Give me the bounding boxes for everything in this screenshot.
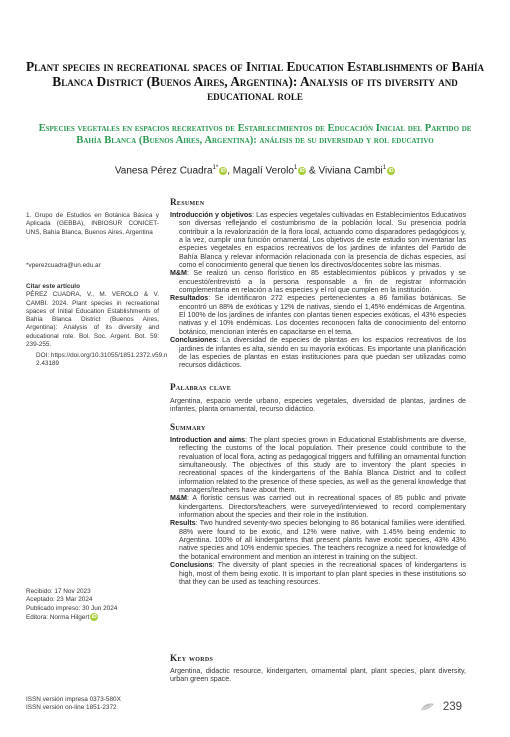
- section-text: : Se realizó un censo florístico en 85 establecimientos públicos y privados y se encuestó/entrevistó a la persona responsable a fin de registrar información complementaria en relación a las especies y el rol que cumplen en la institución.: [179, 269, 466, 295]
- issn-block: [26, 696, 159, 713]
- section-text: : La diversidad de especies de plantas en los espacios recreativos de los jardines de infantes es alta, siendo en su mayoría exóticas. Es importante una planificación de las especies de plantas en estas instituciones para que puedan ser utilizadas como recursos didácticos.: [179, 336, 466, 370]
- summary-heading: Summary: [170, 422, 206, 432]
- resumen-conclusions: [170, 336, 466, 369]
- author-name: Vanesa Pérez Cuadra: [114, 165, 213, 177]
- keywords-en: Argentina, didactic resource, kindergarten, ornamental plant, plant species, plant diversity, urban green space.: [170, 667, 466, 684]
- editor-name: Editora: Norma Hilgert: [26, 613, 90, 621]
- section-label: Introduction and aims: [170, 436, 246, 444]
- author-separator: &: [306, 165, 319, 177]
- author-list: [20, 165, 490, 176]
- resumen-intro: [170, 211, 466, 269]
- issn-online: ISSN versión on-line 1851-2372: [26, 704, 117, 712]
- palabras-clave-heading: Palabras clave: [170, 382, 232, 392]
- orcid-icon[interactable]: iD: [388, 168, 394, 175]
- citation-heading: Citar este artículo: [26, 283, 80, 290]
- citation-text: PÉREZ CUADRA, V., M. VEROLO & V. CAMBI. 2024. Plant species in recreational spaces of Initial Education Establishments of Bahía Blanca District (Buenos Aires, Argentina): Analysis of its diversity and educational role. Bol. Soc. Argent. Bot. 59: 239-255.: [26, 291, 159, 349]
- section-label: Results: [170, 519, 196, 528]
- key-words-text: [170, 667, 466, 684]
- received-date: Recibido: 17 Nov 2023: [26, 588, 91, 595]
- section-text: : Las especies vegetales cultivadas en Establecimientos Educativos son diversas reflejando el costumbrismo de la población local. Su presencia podría contribuir a la revalorización de la flora local, actuando como disparadores pedagógicos y, a la vez, cumplir una función ornamental. Los objetivos de este estudio son inventariar las especies vegetales en espacios recreativos de los jardines de infantes del Partido de Bahía Blanca y relevar información relacionada con la presencia de dichas especies, así como el conocimiento general que tienen los directivos/docentes sobre las mismas.: [179, 211, 467, 270]
- section-label: Conclusions: [170, 561, 213, 570]
- section-label: M&M: [170, 269, 187, 278]
- editor-line: [26, 613, 159, 622]
- summary-body: [170, 436, 466, 586]
- affiliation: 1. Grupo de Estudios en Botánica Básica y Aplicada (GEBBA), INBIOSUR CONICET-UNS, Bahía Blanca, Buenos Aires, Argentina: [26, 212, 159, 236]
- issn-print: ISSN versión impresa 0373-580X: [26, 696, 121, 703]
- corresponding-email[interactable]: *vperezcuadra@un.edu.ar: [26, 262, 101, 269]
- article-subtitle: Especies vegetales en espacios recreativos de Establecimientos de Educación Inicial del Partido de Bahía Blanca (Buenos Aires, Argentina): análisis de su diversidad y rol educativo: [38, 123, 472, 146]
- leaf-icon: [420, 703, 435, 711]
- citation-block: [26, 283, 159, 349]
- section-label: Introducción y objetivos: [170, 211, 253, 219]
- palabras-clave-text: [170, 397, 466, 414]
- resumen-results: [170, 294, 466, 336]
- section-label: Conclusiones: [170, 336, 217, 345]
- keywords-es: Argentina, espacio verde urbano, especies vegetales, diversidad de plantas, jardines de infantes, planta ornamental, recurso didáctico.: [170, 397, 466, 414]
- summary-intro: [170, 436, 466, 494]
- section-label: M&M: [170, 494, 187, 503]
- resumen-mm: [170, 269, 466, 294]
- section-text: : A floristic census was carried out in recreational spaces of 85 public and private kindergartens. Directors/teachers were surveyed/interviewed to record complementary information about the species and their role in the institution.: [179, 494, 466, 520]
- section-text: : The diversity of plant species in the recreational spaces of kindergartens is high, most of them being exotic. It is important to plan plant species in these institutions so that they can be used as teaching resources.: [179, 561, 466, 586]
- page-number: 239: [442, 701, 462, 713]
- summary-mm: [170, 494, 466, 519]
- key-words-heading: Key words: [170, 653, 214, 663]
- section-text: : The plant species grown in Educational Establishments are diverse, reflecting the customs of the local population. Their presence could contribute to the revaluation of local flora, acting as pedagogical triggers and fulfilling an ornamental function simultaneously. The objectives of this study are to inventory the plant species in recreational spaces of the kindergartens of the Bahía Blanca District and to collect information related to the presence of these species, as well as the general knowledge that managers/teachers have about them.: [179, 436, 466, 495]
- doi-link[interactable]: DOI: https://doi.org/10.31055/1851.2372.v59.n2.43189: [36, 352, 168, 368]
- resumen-body: [170, 211, 466, 370]
- summary-results: [170, 519, 466, 561]
- author-superscript: 1: [293, 165, 298, 171]
- author-separator: ,: [227, 165, 233, 177]
- author-superscript: 1*: [212, 165, 219, 171]
- orcid-icon[interactable]: iD: [220, 168, 226, 175]
- author-name: Viviana Cambi: [318, 165, 383, 177]
- published-date: Publicado impreso: 30 Jun 2024: [26, 604, 118, 612]
- author-name: Magalí Verolo: [232, 165, 294, 177]
- summary-conclusions: [170, 561, 466, 586]
- resumen-heading: Resumen: [170, 197, 205, 207]
- orcid-icon[interactable]: iD: [299, 168, 305, 175]
- orcid-icon[interactable]: iD: [91, 613, 97, 620]
- publication-dates: [26, 588, 159, 622]
- section-label: Resultados: [170, 294, 209, 303]
- author-superscript: 1: [382, 165, 387, 171]
- section-text: : Se identificaron 272 especies pertenecientes a 86 familias botánicas. Se encontró un 88% de exóticas y 12% de nativas, siendo el 1,45% endémicas de Argentina. El 100% de los jardines de infantes con plantas tienen especies exóticas, el 43% especies nativas y el 10% endémicas. Los docentes reconocen falta de conocimiento del entorno botánico, mencionan interés en capacitarse en el tema.: [179, 294, 466, 336]
- section-text: : Two hundred seventy-two species belonging to 86 botanical families were identified. 88% were found to be exotic, and 12% were native, with 1.45% being endemic to Argentina. 100% of all kindergartens that present plants have exotic species, 43% 43% native species and 10% endemic species. The teachers recognize a need for knowledge of the botanical environment and mention an interest in training on the subject.: [179, 519, 466, 561]
- accepted-date: Aceptado: 23 Mar 2024: [26, 596, 93, 604]
- article-title: Plant species in recreational spaces of Initial Education Establishments of Bahía Blanca District (Buenos Aires, Argentina): Analysis of its diversity and educational role: [25, 59, 485, 104]
